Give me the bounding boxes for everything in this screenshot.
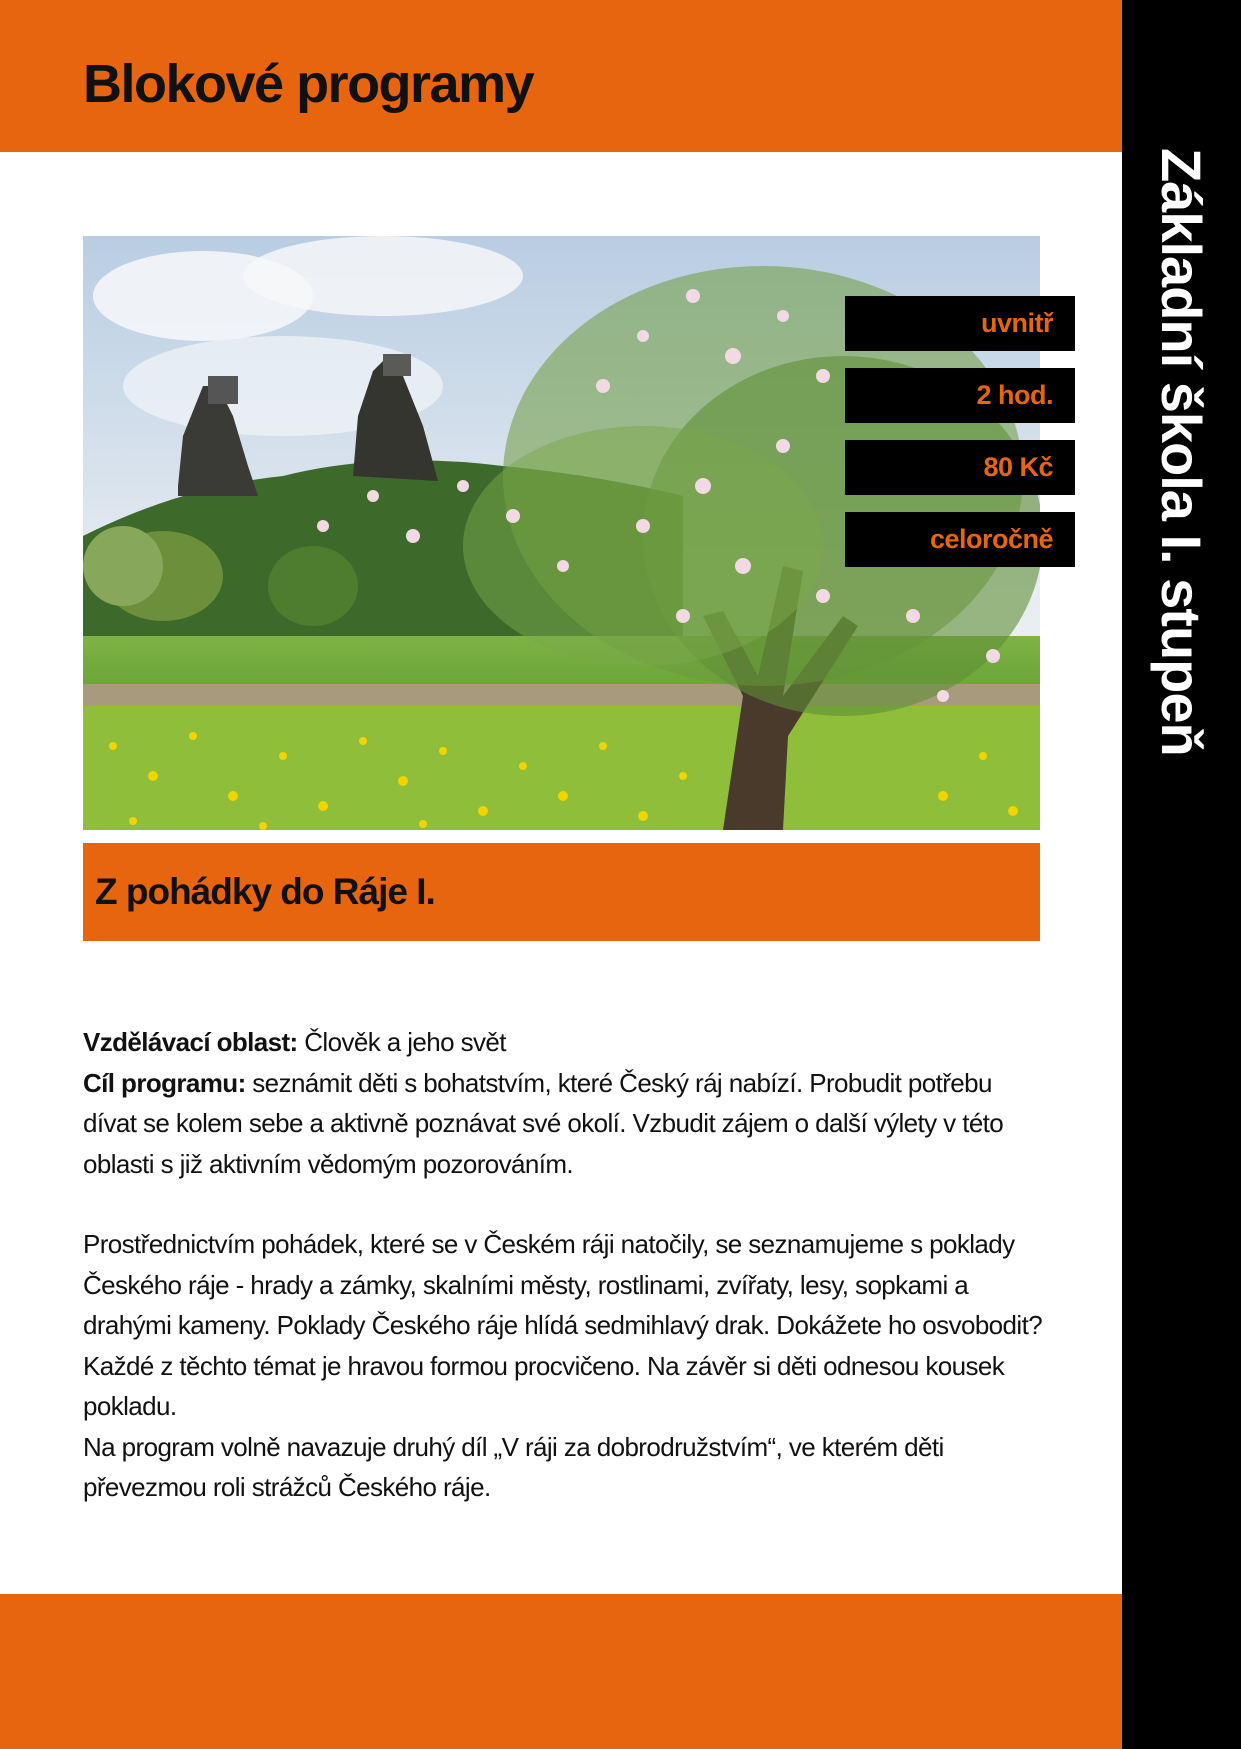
program-description: [83, 1022, 1043, 1508]
section-title: Blokové programy: [83, 54, 534, 114]
goal-line: [83, 1063, 1043, 1185]
area-value: Člověk a jeho svět: [297, 1027, 506, 1057]
description-paragraph-2: Na program volně navazuje druhý díl „V ráji za dobrodružstvím“, ve kterém děti převezmou roli strážců Českého ráje.: [83, 1431, 944, 1502]
goal-label: Cíl programu:: [83, 1067, 246, 1098]
tag-price: 80 Kč: [845, 440, 1075, 495]
area-label: Vzdělávací oblast:: [83, 1027, 298, 1057]
goal-value: seznámit děti s bohatstvím, které Český ráj nabízí. Probudit potřebu dívat se kolem sebe a aktivně poznávat své okolí. Vzbudit zájem o další výlety v této oblasti s již aktivním vědomým pozorováním.: [83, 1067, 1004, 1179]
header-bar: [0, 0, 1122, 152]
tag-duration: 2 hod.: [845, 368, 1075, 423]
tag-season: celoročně: [845, 512, 1075, 567]
sidebar-label: Základní škola I. stupeň: [1150, 148, 1213, 756]
area-line: [83, 1022, 1043, 1063]
footer-bar: [0, 1594, 1122, 1749]
program-title: Z pohádky do Ráje I.: [95, 871, 435, 912]
tag-location: uvnitř: [845, 296, 1075, 351]
program-title-bar: [83, 843, 1040, 941]
description-paragraph-1: Prostřednictvím pohádek, které se v Českém ráji natočily, se seznamujeme s poklady Českého ráje - hrady a zámky, skalními městy, rostlinami, zvířaty, lesy, sopkami a drahými kameny. Poklady Českého ráje hlídá sedmihlavý drak. Dokážete ho osvobodit? Každé z těchto témat je hravou formou procvičeno. Na závěr si děti odnesou kousek pokladu.: [83, 1229, 1043, 1421]
